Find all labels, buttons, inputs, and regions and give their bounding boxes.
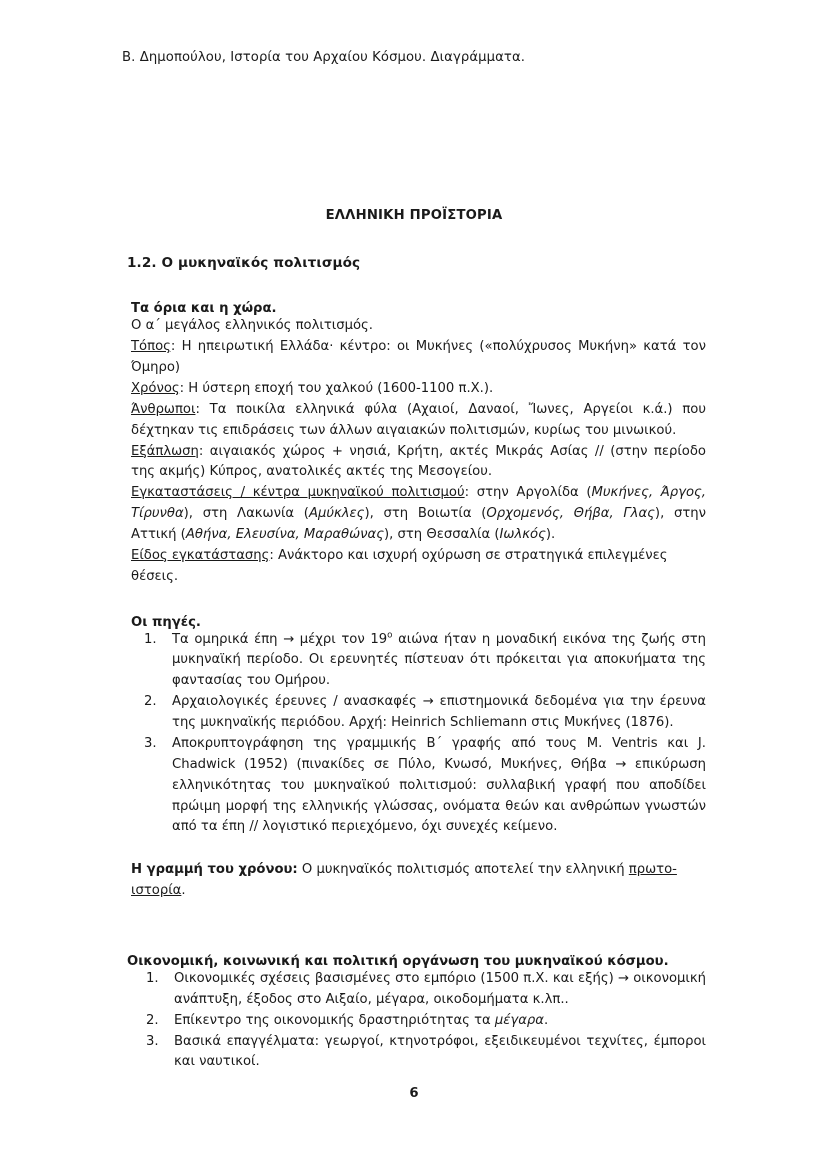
- paragraph-timeline: [122, 860, 706, 902]
- installations-text-2: ), στη Λακωνία (: [183, 506, 309, 522]
- timeline-underlined-term: πρωτο-ιστορία: [131, 862, 677, 899]
- list-item-text: Αρχαιολογικές έρευνες / ανασκαφές → επιστημονικά δεδομένα για την έρευνα της μυκηναϊκής περιόδου. Αρχή: Heinrich Schliemann στις Μυκήνες (1876).: [172, 694, 706, 731]
- list-item-text-a: Επίκεντρο της οικονομικής δραστηριότητας τα: [174, 1012, 495, 1028]
- installations-text-4: ), στην Αττική (: [131, 506, 706, 543]
- installations-text-5: ), στη Θεσσαλία (: [383, 527, 500, 543]
- installations-places-argolida: Μυκήνες, Άργος, Τίρυνθα: [131, 485, 706, 522]
- list-marker: 2.: [144, 694, 157, 710]
- paragraph-intro: Ο α΄ μεγάλος ελληνικός πολιτισμός.: [131, 318, 373, 334]
- list-marker: 2.: [146, 1012, 159, 1028]
- entry-exaplosi: [122, 442, 706, 484]
- list-item-text: Οικονομικές σχέσεις βασισμένες στο εμπόριο (1500 π.Χ. και εξής) → οικονομική ανάπτυξη, έξοδος στο Αιξαίο, μέγαρα, οικοδομήματα κ.λπ..: [174, 970, 706, 1007]
- list-item: [122, 692, 706, 734]
- subheading-economy: Οικονομική, κοινωνική και πολιτική οργάνωση του μυκηναϊκού κόσμου.: [127, 953, 669, 969]
- document-title: ΕΛΛΗΝΙΚΗ ΠΡΟΪΣΤΟΡΙΑ: [325, 208, 503, 224]
- list-item: [122, 969, 706, 1011]
- ordinal-superscript: ο: [387, 630, 393, 641]
- subheading-sources: Οι πηγές.: [131, 614, 201, 630]
- running-header: Β. Δημοπούλου, Ιστορία του Αρχαίου Κόσμου. Διαγράμματα.: [122, 50, 526, 65]
- list-marker: 3.: [144, 735, 157, 751]
- timeline-text-after: .: [181, 883, 186, 899]
- entry-anthropoi-text: : Τα ποικίλα ελληνικά φύλα (Αχαιοί, Δαναοί, Ἴωνες, Αργείοι κ.ά.) που δέχτηκαν τις επιδράσεις των άλλων αιγαιακών πολιτισμών, κυρίως του μινωικού.: [131, 401, 706, 438]
- list-item: [122, 1032, 706, 1074]
- list-item: [122, 1011, 706, 1032]
- entry-topos-label: Τόπος: [131, 339, 171, 355]
- list-item: [122, 630, 706, 693]
- installations-text-1: : στην Αργολίδα (: [464, 485, 592, 501]
- installations-text-6: ).: [545, 527, 556, 543]
- installations-text-3: ), στη Βοιωτία (: [364, 506, 487, 522]
- timeline-text-before: Ο μυκηναϊκός πολιτισμός αποτελεί την ελληνική: [297, 862, 629, 878]
- installations-places-attiki: Αθήνα, Ελευσίνα, Μαραθώνας: [185, 527, 384, 543]
- list-item-text: Βασικά επαγγέλματα: γεωργοί, κτηνοτρόφοι, εξειδικευμένοι τεχνίτες, έμποροι και ναυτικοί.: [174, 1033, 706, 1070]
- entry-installation-type: [122, 546, 706, 588]
- section-heading-1-2: 1.2. Ο μυκηναϊκός πολιτισμός: [127, 255, 361, 272]
- sources-list: [122, 630, 706, 839]
- entry-anthropoi: [122, 400, 706, 442]
- entry-exaplosi-label: Εξάπλωση: [131, 443, 199, 459]
- entry-installations-label: Εγκαταστάσεις / κέντρα μυκηναϊκού πολιτισμού: [131, 485, 465, 501]
- entry-installation-type-label: Είδος εγκατάστασης: [131, 547, 270, 563]
- list-item-text-b: αιώνα ήταν η μοναδική εικόνα της ζωής στη μυκηναϊκή περίοδο. Οι ερευνητές πίστευαν ότι πρόκειται για αποκυήματα της φαντασίας του Ομήρου.: [172, 631, 707, 689]
- spacer: [122, 838, 706, 860]
- entry-topos-text: : Η ηπειρωτική Ελλάδα· κέντρο: οι Μυκήνες («πολύχρυσος Μυκήνη» κατά τον Όμηρο): [131, 339, 706, 376]
- entry-chronos: [122, 379, 706, 400]
- list-item-italic-term: μέγαρα: [494, 1012, 544, 1028]
- list-marker: 1.: [144, 631, 157, 647]
- subheading-limits: Τα όρια και η χώρα.: [131, 301, 277, 317]
- entry-installation-type-text: : Ανάκτορο και ισχυρή οχύρωση σε στρατηγικά επιλεγμένες θέσεις.: [131, 547, 668, 584]
- timeline-label: Η γραμμή του χρόνου:: [131, 862, 298, 878]
- list-item: [122, 734, 706, 838]
- spacer: [122, 902, 706, 954]
- list-item-text: Αποκρυπτογράφηση της γραμμικής Β΄ γραφής από τους M. Ventris και J. Chadwick (1952) (πινακίδες σε Πύλο, Κνωσό, Μυκήνες, Θήβα → επικύρωση ελληνικότητας του μυκηναϊκού πολιτισμού: συλλαβική γραφή που αποδίδει πρώιμη μορφή της ελληνικής γλώσσας, ονόματα θεών και ανθρώπων γνωστών από τα έπη // λογιστικό περιεχόμενο, όχι συνεχές κείμενο.: [172, 735, 706, 835]
- page-content: [122, 0, 706, 1073]
- list-item-text-a: Τα ομηρικά έπη → μέχρι τον 19: [172, 631, 388, 647]
- entry-chronos-text: : Η ύστερη εποχή του χαλκού (1600-1100 π.Χ.).: [179, 381, 494, 397]
- entry-anthropoi-label: Άνθρωποι: [131, 401, 196, 417]
- page-number: 6: [409, 1086, 419, 1101]
- list-item-text-b: .: [544, 1012, 549, 1028]
- entry-installations: [122, 483, 706, 546]
- installations-places-boiotia: Ορχομενός, Θήβα, Γλας: [486, 506, 655, 522]
- entry-exaplosi-text: : αιγαιακός χώρος + νησιά, Κρήτη, ακτές Μικράς Ασίας // (στην περίοδο της ακμής) Κύπρος, ανατολικές ακτές της Μεσογείου.: [131, 443, 706, 480]
- list-marker: 1.: [146, 970, 159, 986]
- installations-places-lakonia: Αμύκλες: [308, 506, 365, 522]
- list-marker: 3.: [146, 1033, 159, 1049]
- entry-topos: [122, 337, 706, 379]
- entry-chronos-label: Χρόνος: [131, 381, 180, 397]
- installations-places-thessalia: Ιωλκός: [499, 527, 546, 543]
- economy-list: [122, 969, 706, 1073]
